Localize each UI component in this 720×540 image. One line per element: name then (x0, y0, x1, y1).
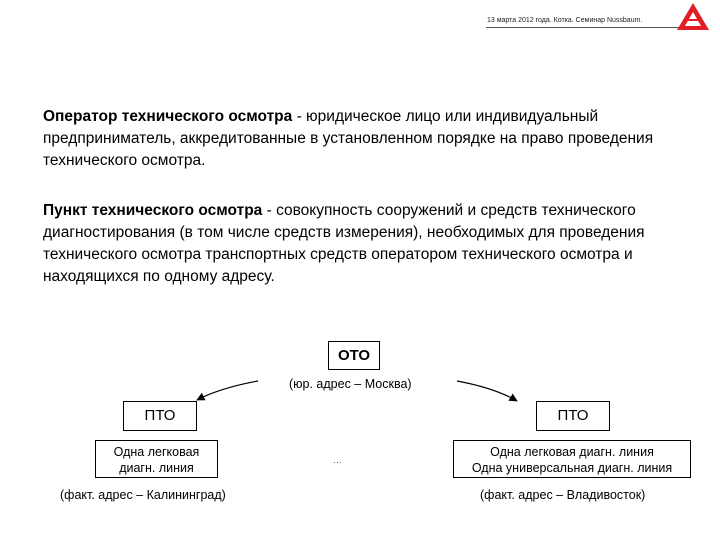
oto-box: ОТО (328, 341, 380, 370)
right-lines-box (453, 440, 691, 478)
right-line-2: Одна универсальная диагн. линия (471, 461, 673, 475)
definition-term: Пункт технического осмотра (43, 202, 263, 219)
left-address: (факт. адрес – Калининград) (60, 488, 226, 502)
pto-right-box: ПТО (536, 401, 610, 431)
header-caption: 13 марта 2012 года. Котка. Семинар Nussbaum. (487, 17, 643, 24)
left-line-2: диагн. линия (119, 461, 194, 475)
right-line-1: Одна легковая диагн. линия (490, 445, 654, 459)
left-lines-box (95, 440, 218, 478)
ellipsis: … (333, 455, 342, 465)
definition-text: - юридическое лицо или индивидуальный предприниматель, аккредитованные в установленном порядке на право проведения технического осмотра. (43, 108, 654, 169)
oto-address: (юр. адрес – Москва) (289, 377, 412, 391)
left-line-1: Одна легковая (113, 445, 200, 459)
arrow-to-left-pto (197, 381, 258, 400)
definition-text: - совокупность сооружений и средств технического диагностирования (в том числе средств измерения), необходимых для проведения технического осмотра транспортных средств оператором технического осмотра и находящихся по одному адресу. (43, 202, 645, 285)
pto-left-box: ПТО (123, 401, 197, 431)
right-address: (факт. адрес – Владивосток) (480, 488, 646, 502)
definition-term: Оператор технического осмотра (43, 108, 293, 125)
arrow-to-right-pto (457, 381, 517, 401)
